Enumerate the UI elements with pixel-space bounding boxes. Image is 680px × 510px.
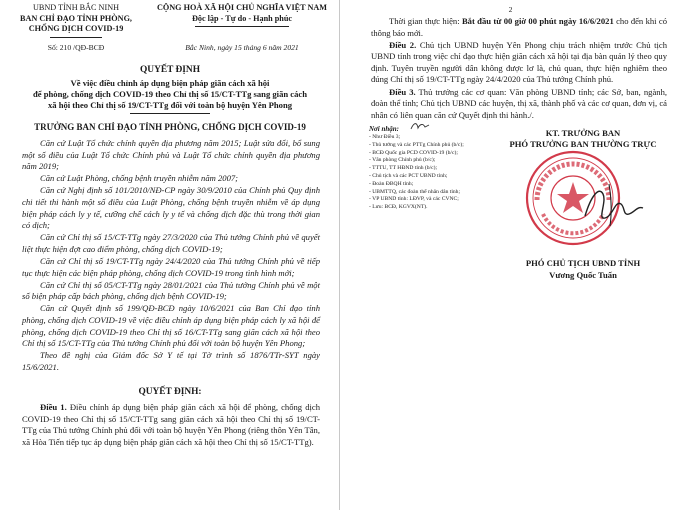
article-2 — [371, 40, 667, 86]
article-1-label: Điều 1. — [40, 402, 67, 412]
basis-item: Theo đề nghị của Giám đốc Sở Y tế tại Tờ trình số 1876/TTr-SYT ngày 15/6/2021. — [22, 350, 320, 372]
issuer-heading: TRƯỞNG BAN CHỈ ĐẠO TỈNH PHÒNG, CHỐNG DỊCH COVID-19 — [34, 122, 306, 132]
article-1 — [22, 402, 320, 449]
page-number: 2 — [508, 5, 513, 14]
agency-underline — [50, 37, 102, 38]
recipients-block — [369, 124, 499, 212]
basis-item: Căn cứ Quyết định số 199/QĐ-BCĐ ngày 10/6/2021 của Ban Chỉ đạo tỉnh phòng, chống dịch COVID-19 về việc điều chỉnh áp dụng biện pháp cách ly xã hội để phòng, chống dịch COVID-19 theo Chỉ thị số 16/CT-TTg sang giãn cách xã hội theo Chỉ thị số 15/CT-TTg của Thủ tướng Chính phủ đối với toàn bộ huyện Yên Phong; — [22, 303, 320, 349]
sign-role-1: KT. TRƯỞNG BAN — [545, 128, 621, 138]
document-subject — [8, 78, 332, 111]
decision-heading: QUYẾT ĐỊNH: — [138, 387, 202, 397]
document-page-2 — [341, 0, 680, 510]
basis-item: Căn cứ Luật Phòng, chống bệnh truyền nhiễm năm 2007; — [40, 173, 239, 184]
basis-item: Căn cứ Nghị định số 101/2010/NĐ-CP ngày 30/9/2010 của Chính phủ Quy định chi tiết thi hành một số điều của Luật Phòng, chống bệnh truyền nhiễm về áp dụng biện pháp cách ly y tế, cưỡng chế cách ly y tế và chống dịch đặc thù trong thời gian có dịch; — [22, 185, 320, 231]
legal-bases — [22, 138, 320, 374]
recipients-list — [369, 134, 499, 212]
recipient-item: - Lưu: BCĐ, KGVX(NT). — [369, 204, 428, 211]
article-2-label: Điều 2. — [389, 39, 417, 50]
article-1-text: Điều chỉnh áp dụng biện pháp giãn cách xã hội để phòng, chống dịch COVID-19 theo Chỉ thị số 15/CT-TTg sang giãn cách xã hội theo Chỉ thị số 19/CT-TTg của Thủ tướng Chính phủ đối với toàn bộ huyện Yên Phong (riêng thôn Yên Tân, xã Hòa Tiến tiếp tục áp dụng biện pháp giãn cách xã hội theo Chỉ thị số 15/CT-TTg). — [22, 402, 320, 447]
signature-block — [491, 128, 675, 150]
agency-line-2: BAN CHỈ ĐẠO TỈNH PHÒNG, — [20, 13, 132, 23]
nation-line-2: Độc lập - Tự do - Hạnh phúc — [191, 13, 293, 23]
article-2-text: Chủ tịch UBND huyện Yên Phong chịu trách nhiệm trước Chủ tịch UBND tỉnh trong việc chỉ đạo thực hiện giãn cách xã hội tại địa bàn quản lý theo quy định. Tuyên truyền người dân không được lơ là, chủ quan, thực hiện nghiêm theo đúng Chỉ thị số 19/CT-TTg ngày 24/4/2020 của Thủ tướng Chính phủ. — [371, 39, 667, 85]
nation-underline — [195, 26, 289, 27]
effective-time-rest: cho đến khi có thông báo mới. — [371, 16, 667, 38]
signer-name: Vương Quốc Tuấn — [549, 270, 617, 280]
recipient-item: - Thủ tướng và các PTTg Chính phủ (b/c); — [369, 141, 464, 148]
document-number: Số: 210 /QĐ-BCĐ — [47, 43, 105, 52]
article-3 — [371, 87, 667, 122]
basis-item: Căn cứ Chỉ thị số 19/CT-TTg ngày 24/4/2020 của Thủ tướng Chính phủ về tiếp tục thực hiện các biện pháp phòng, chống dịch COVID-19 trong tình hình mới; — [22, 255, 320, 278]
subject-line-3: xã hội theo Chỉ thị số 19/CT-TTg đối với toàn bộ huyện Yên Phong — [47, 100, 293, 110]
document-type: QUYẾT ĐỊNH — [140, 65, 200, 75]
subject-underline — [130, 113, 210, 114]
basis-item: Căn cứ Chỉ thị số 05/CT-TTg ngày 28/01/2021 của Thủ tướng Chính phủ về một số biện pháp cấp bách phòng, chống dịch bệnh COVID-19; — [22, 279, 320, 302]
article-3-text: Thủ trưởng các cơ quan: Văn phòng UBND tỉnh; các Sở, ban, ngành, đoàn thể tỉnh; Chủ tịch UBND các huyện, thị xã, thành phố và các cơ quan, đơn vị, cá nhân có liên quan căn cứ Quyết định thi hành./. — [371, 86, 668, 120]
national-header — [146, 3, 338, 24]
page-2-body — [371, 16, 667, 122]
recipient-item: - Chủ tịch và các PCT UBND tỉnh; — [369, 172, 448, 179]
recipient-item: - TTTU, TT HĐND tỉnh (b/c); — [369, 165, 438, 172]
recipient-item: - VP UBND tỉnh: LĐVP, và các CVNC; — [369, 196, 459, 203]
agency-line-1: UBND TỈNH BẮC NINH — [32, 3, 120, 12]
agency-line-3: CHỐNG DỊCH COVID-19 — [28, 24, 124, 33]
basis-item: Căn cứ Luật Tổ chức chính quyền địa phương năm 2015; Luật sửa đổi, bổ sung một số điều của Luật Tổ chức Chính phủ và Luật Tổ chức chính quyền địa phương năm 2019; — [22, 138, 320, 172]
sign-role-2: PHÓ TRƯỞNG BAN THƯỜNG TRỰC — [509, 139, 657, 149]
recipients-label: Nơi nhận: — [369, 125, 400, 133]
signer-title: PHÓ CHỦ TỊCH UBND TỈNH — [525, 258, 641, 268]
recipient-item: - Văn phòng Chính phủ (b/c); — [369, 157, 436, 164]
recipient-item: - Như Điều 3; — [369, 134, 401, 140]
subject-line-2: để phòng, chống dịch COVID-19 theo Chỉ thị số 15/CT-TTg sang giãn cách — [32, 89, 308, 99]
effective-time-value: Bắt đầu từ 00 giờ 00 phút ngày 16/6/2021 — [461, 16, 614, 26]
place-date: Bắc Ninh, ngày 15 tháng 6 năm 2021 — [185, 43, 299, 52]
recipient-item: - Đoàn ĐBQH tỉnh; — [369, 180, 414, 187]
basis-item: Căn cứ Chỉ thị số 15/CT-TTg ngày 27/3/2020 của Thủ tướng Chính phủ về quyết liệt thực hiện đợt cao điểm phòng, chống dịch COVID-19; — [22, 232, 320, 254]
nation-line-1: CỘNG HOÀ XÃ HỘI CHỦ NGHĨA VIỆT NAM — [156, 3, 328, 12]
recipient-item: - UBMTTQ, các đoàn thể nhân dân tỉnh; — [369, 188, 461, 195]
recipient-item: - BCĐ Quốc gia PCD COVID-19 (b/c); — [369, 149, 458, 156]
article-3-label: Điều 3. — [389, 86, 416, 97]
signature-icon — [579, 176, 649, 232]
subject-line-1: Về việc điều chỉnh áp dụng biện pháp giãn cách xã hội — [70, 78, 270, 88]
issuing-agency — [6, 3, 146, 35]
effective-time-label: Thời gian thực hiện: — [389, 16, 462, 26]
effective-time — [371, 16, 667, 39]
initials-mark-icon — [409, 120, 431, 132]
